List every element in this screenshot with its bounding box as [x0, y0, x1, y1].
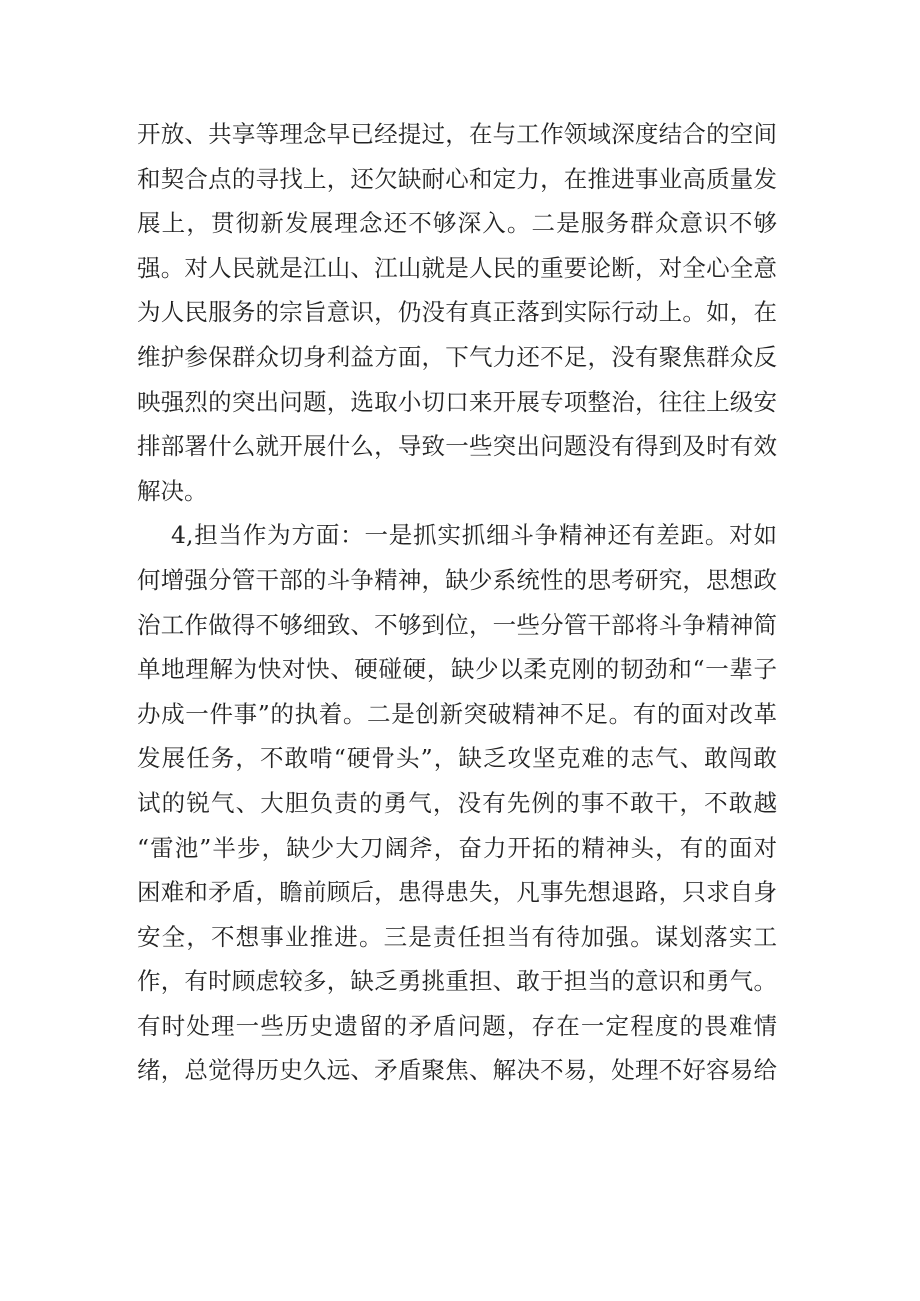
text-line: 治工作做得不够细致、不够到位，一些分管干部将斗争精神简 — [137, 610, 777, 639]
text-line: 为人民服务的宗旨意识，仍没有真正落到实际行动上。如，在 — [137, 298, 777, 327]
text-line: 困难和矛盾，瞻前顾后，患得患失，凡事先想退路，只求自身 — [137, 878, 777, 907]
text-line: 排部署什么就开展什么，导致一些突出问题没有得到及时有效 — [137, 432, 777, 461]
text-line: 维护参保群众切身利益方面，下气力还不足，没有聚焦群众反 — [137, 342, 777, 371]
text-line: 单地理解为快对快、硬碰硬，缺少以柔克刚的韧劲和“一辈子 — [137, 655, 777, 684]
text-line: 安全，不想事业推进。三是责任担当有待加强。谋划落实工 — [137, 922, 777, 951]
text-line: 何增强分管干部的斗争精神，缺少系统性的思考研究，思想政 — [137, 565, 777, 594]
text-line: 和契合点的寻找上，还欠缺耐心和定力，在推进事业高质量发 — [137, 164, 777, 193]
text-line: 解决。 — [137, 476, 208, 505]
text-line: 发展任务，不敢啃“硬骨头”，缺乏攻坚克难的志气、敢闯敢 — [137, 744, 777, 773]
text-line: 展上，贯彻新发展理念还不够深入。二是服务群众意识不够 — [137, 209, 777, 238]
text-line: 试的锐气、大胆负责的勇气，没有先例的事不敢干，不敢越 — [137, 788, 777, 817]
text-line: 映强烈的突出问题，选取小切口来开展专项整治，往往上级安 — [137, 387, 777, 416]
text-line: 绪，总觉得历史久远、矛盾聚焦、解决不易，处理不好容易给 — [137, 1056, 777, 1085]
text-line: 有时处理一些历史遗留的矛盾问题，存在一定程度的畏难情 — [137, 1011, 777, 1040]
paragraph-1 — [137, 112, 777, 513]
text-line: 办成一件事”的执着。二是创新突破精神不足。有的面对改革 — [137, 699, 777, 728]
text-line: 4,担当作为方面：一是抓实抓细斗争精神还有差距。对如 — [171, 521, 777, 550]
text-line: 作，有时顾虑较多，缺乏勇挑重担、敢于担当的意识和勇气。 — [137, 967, 777, 996]
paragraph-2 — [137, 513, 777, 1093]
text-line: “雷池”半步，缺少大刀阔斧，奋力开拓的精神头，有的面对 — [137, 833, 777, 862]
document-body — [137, 112, 777, 1093]
text-line: 强。对人民就是江山、江山就是人民的重要论断，对全心全意 — [137, 253, 777, 282]
text-line: 开放、共享等理念早已经提过，在与工作领域深度结合的空间 — [137, 120, 777, 148]
